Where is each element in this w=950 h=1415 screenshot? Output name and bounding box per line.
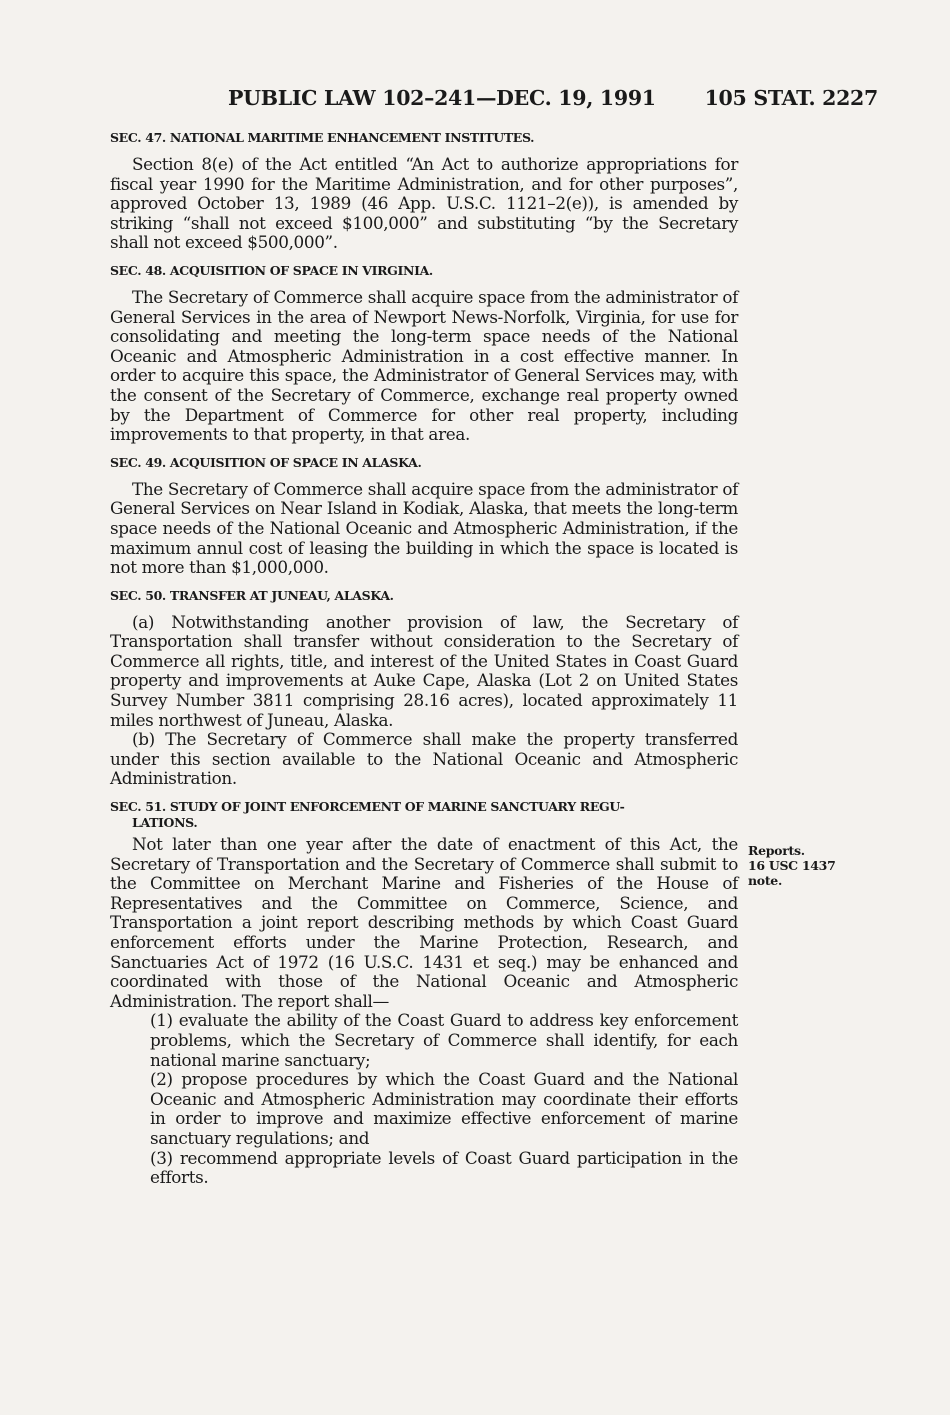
section-51 [110, 799, 738, 1188]
report-requirements-list [110, 1011, 738, 1187]
section-heading: SEC. 50. TRANSFER AT JUNEAU, ALASKA. [110, 587, 394, 603]
running-header [110, 86, 878, 116]
margin-note-line: note. [748, 873, 783, 888]
section-paragraph: The Secretary of Commerce shall acquire space from the administrator of General Services in the area of Newport News-Norfolk, Virginia, for use for consolidating and meeting the long-term space needs of the National Oceanic and Atmospheric Administration in a cost effective manner. In order to acquire this space, the Administrator of General Services may, with the consent of the Secretary of Commerce, exchange real property owned by the Department of Commerce for other real property, including improvements to that property, in that area. [110, 286, 738, 445]
section-47 [110, 130, 738, 253]
section-heading-line: SEC. 51. STUDY OF JOINT ENFORCEMENT OF MARINE SANCTUARY REGU- [110, 799, 625, 815]
header-title: PUBLIC LAW 102–241—DEC. 19, 1991 [228, 86, 656, 110]
list-item: (2) propose procedures by which the Coast Guard and the National Oceanic and Atmospheric Administration may coordinate their efforts in order to improve and maximize effective enforcement of marine sanctuary regulations; and [150, 1069, 738, 1148]
margin-note-line: 16 USC 1437 [748, 858, 836, 873]
section-heading: SEC. 49. ACQUISITION OF SPACE IN ALASKA. [110, 454, 422, 470]
section-heading: SEC. 48. ACQUISITION OF SPACE IN VIRGINIA. [110, 262, 433, 278]
list-item: (1) evaluate the ability of the Coast Guard to address key enforcement problems, which the Secretary of Commerce shall identify, for each national marine sanctuary; [150, 1010, 738, 1070]
section-49 [110, 455, 738, 578]
section-heading: SEC. 47. NATIONAL MARITIME ENHANCEMENT INSTITUTES. [110, 130, 535, 145]
subsection-b: (b) The Secretary of Commerce shall make the property transferred under this section available to the National Oceanic and Atmospheric Administration. [110, 729, 738, 789]
subsection-a: (a) Notwithstanding another provision of law, the Secretary of Transportation shall transfer without consideration to the Secretary of Commerce all rights, title, and interest of the United States in Coast Guard property and improvements at Auke Cape, Alaska (Lot 2 on United States Survey Number 3811 comprising 28.16 acres), located approximately 11 miles northwest of Juneau, Alaska. [110, 611, 738, 730]
section-paragraph: Not later than one year after the date of enactment of this Act, the Secretary of Transportation and the Secretary of Commerce shall submit to the Committee on Merchant Marine and Fisheries of the House of Representatives and the Committee on Commerce, Science, and Transportation a joint report describing methods by which Coast Guard enforcement efforts under the Marine Protection, Research, and Sanctuaries Act of 1972 (16 U.S.C. 1431 et seq.) may be enhanced and coordinated with those of the National Oceanic and Atmospheric Administration. The report shall— [110, 834, 738, 1011]
section-paragraph: Section 8(e) of the Act entitled “An Act to authorize appropriations for fiscal year 1990 for the Maritime Administration, and for other purposes”, approved October 13, 1989 (46 App. U.S.C. 1121–2(e)), is amended by striking “shall not exceed $100,000” and substituting “by the Secretary shall not exceed $500,000”. [110, 154, 738, 253]
section-48 [110, 263, 738, 445]
section-heading-continuation: LATIONS. [132, 815, 198, 831]
margin-note-line: Reports. [748, 843, 805, 858]
list-item: (3) recommend appropriate levels of Coast Guard participation in the efforts. [150, 1147, 738, 1188]
statute-page-number: 105 STAT. 2227 [704, 86, 878, 110]
margin-note [748, 843, 858, 888]
section-paragraph: The Secretary of Commerce shall acquire space from the administrator of General Services on Near Island in Kodiak, Alaska, that meets the long-term space needs of the National Oceanic and Atmospheric Administration, if the maximum annul cost of leasing the building in which the space is located is not more than $1,000,000. [110, 478, 738, 578]
section-heading [110, 799, 738, 831]
document-body [110, 130, 738, 1188]
section-50 [110, 588, 738, 789]
